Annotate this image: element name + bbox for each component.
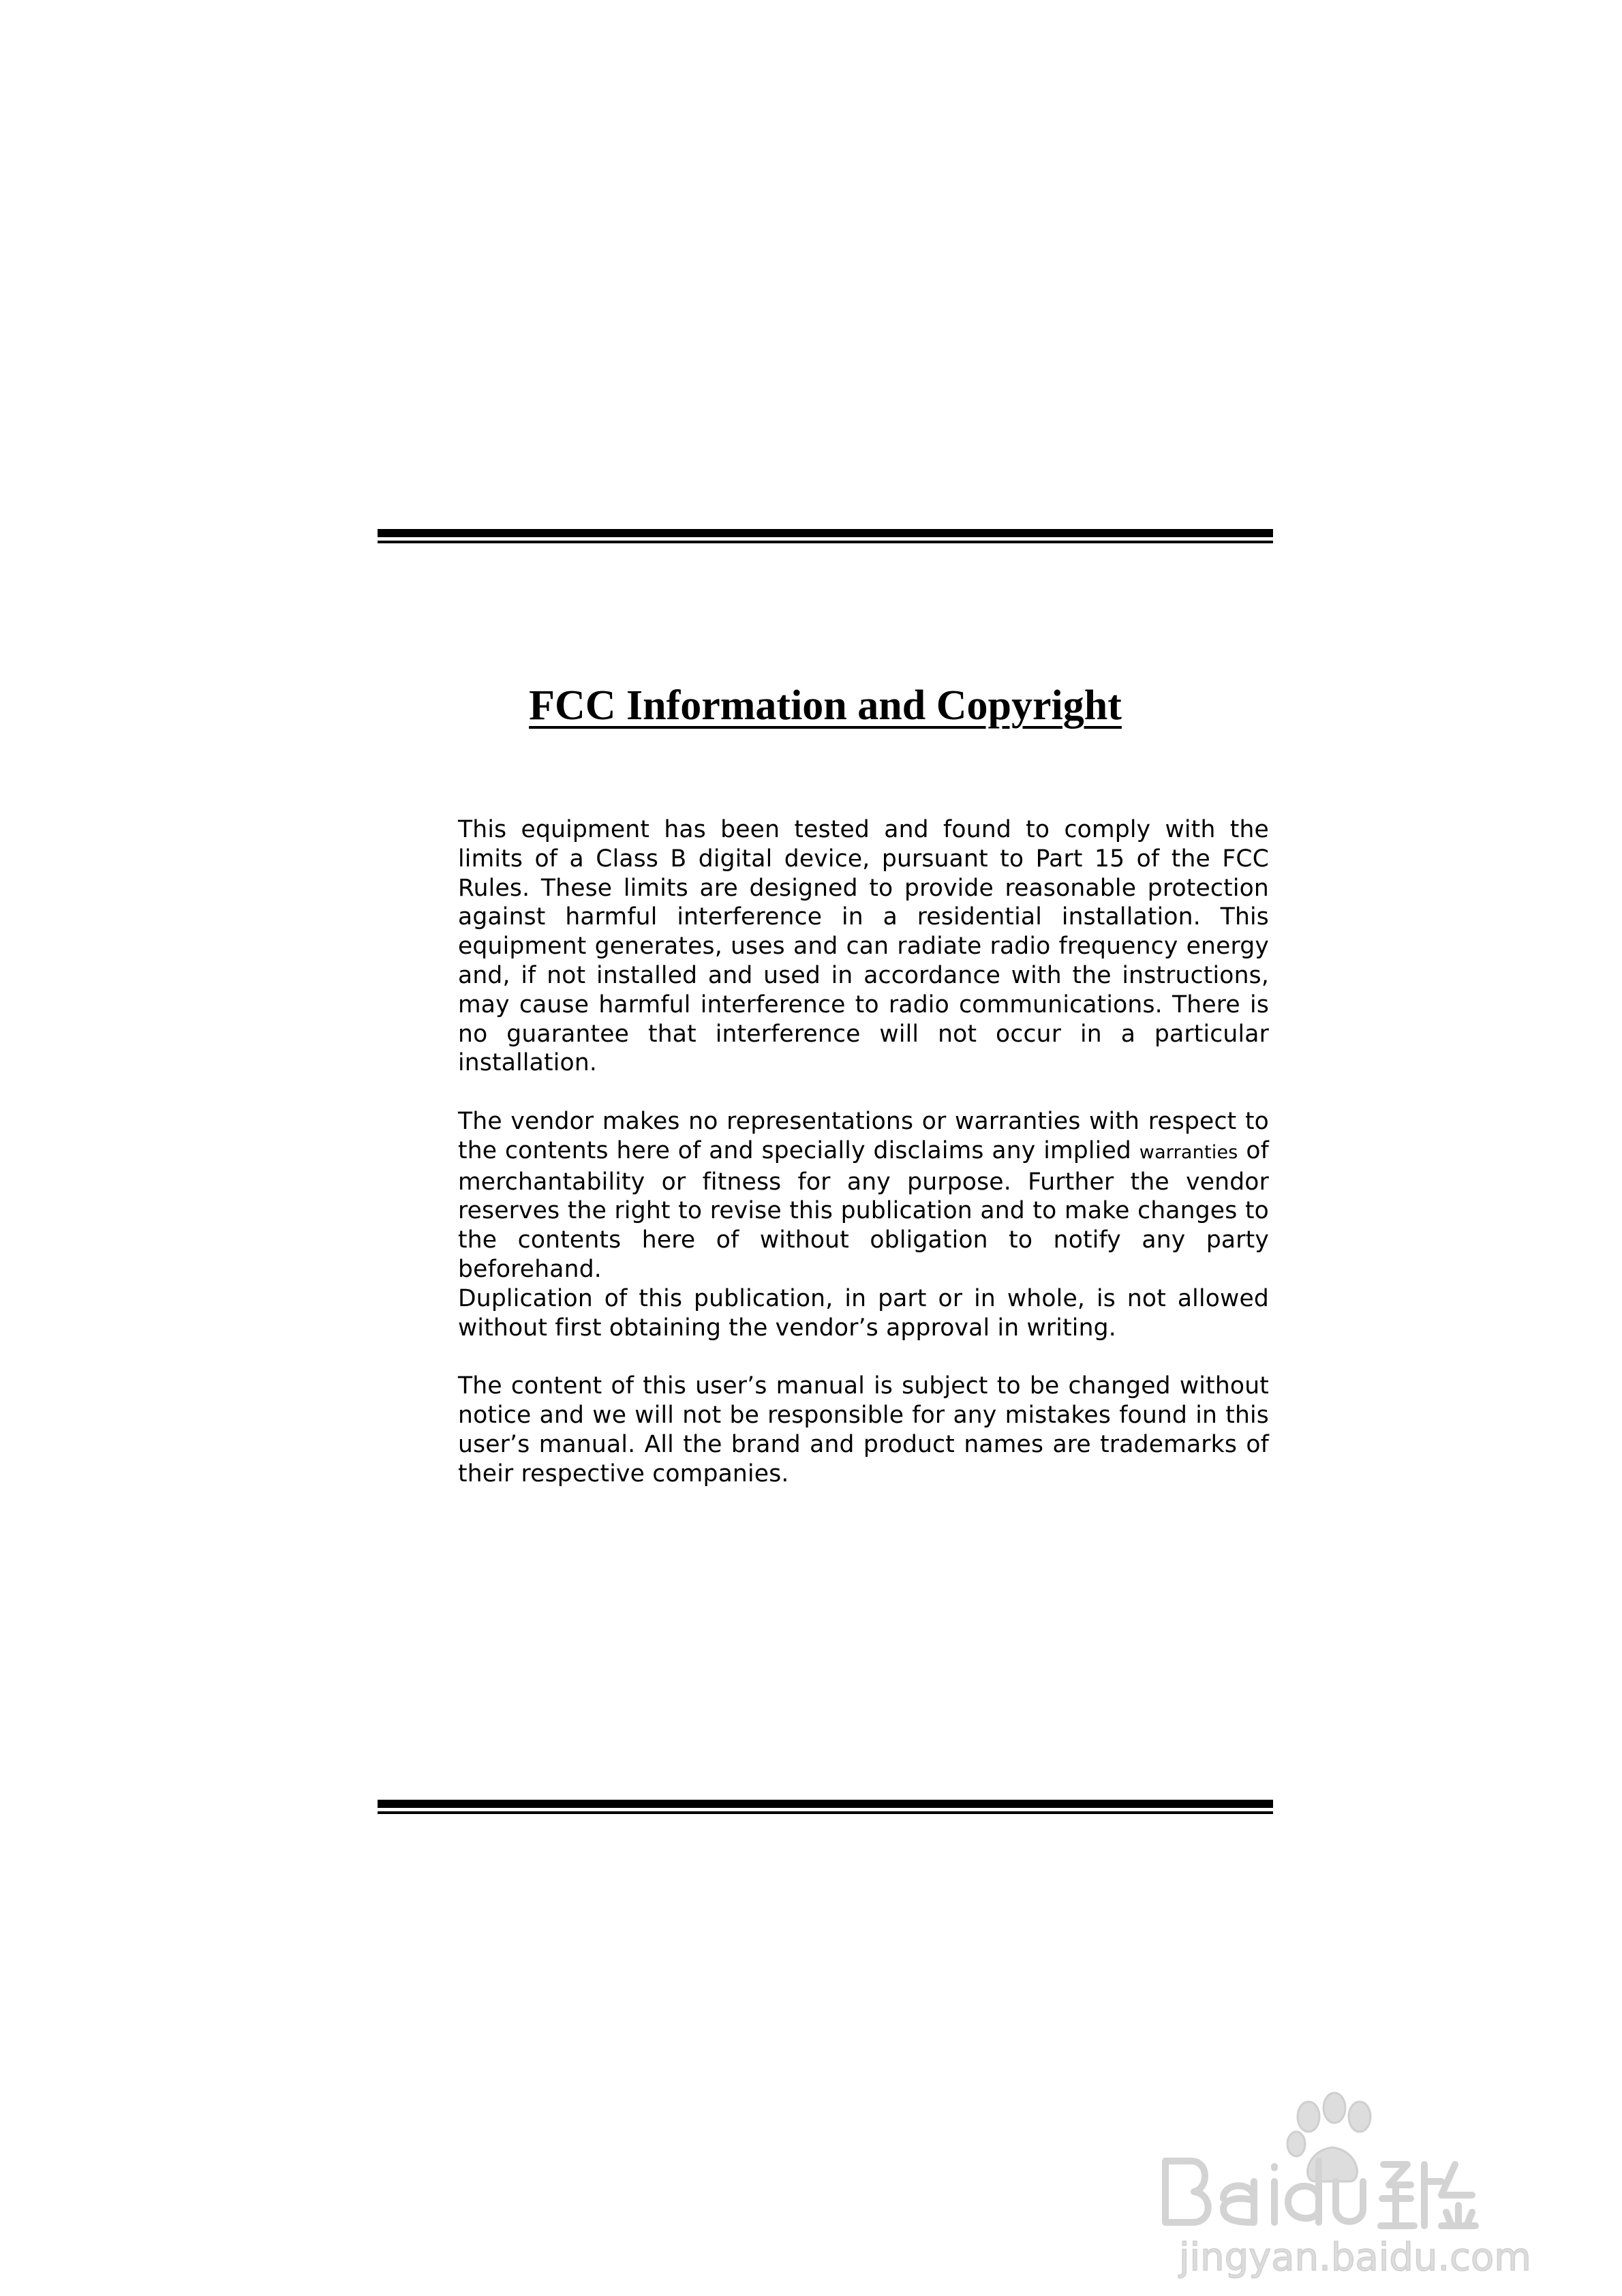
- paragraph-duplication: Duplication of this publication, in part or in whole, is not allowed without first obtaining the vendor’s approval in writing.: [458, 1284, 1269, 1342]
- warranty-text-end: of merchantability or fitness for any purpose. Further the vendor reserves the right to revise this publication and to make changes to the contents here of without obligation to notify any party beforehand.: [458, 1136, 1270, 1283]
- page-title-text: FCC Information and Copyright: [529, 682, 1122, 729]
- baidu-logo: [1165, 2161, 1475, 2226]
- page-title: [378, 678, 1273, 733]
- top-divider: [378, 529, 1273, 543]
- warranty-small-word: warranties: [1139, 1141, 1238, 1163]
- bottom-divider: [378, 1800, 1273, 1814]
- paw-icon: [1287, 2093, 1371, 2181]
- top-divider-thin: [378, 541, 1273, 543]
- top-divider-thick: [378, 529, 1273, 537]
- baidu-watermark: [1152, 2079, 1533, 2284]
- paragraph-manual-content: The content of this user’s manual is subject to be changed without notice and we will not be responsible for any mistakes found in this user’s manual. All the brand and product names are trademarks of their respective companies.: [458, 1372, 1269, 1487]
- paragraph-warranty: [458, 1107, 1269, 1284]
- bottom-divider-thick: [378, 1800, 1273, 1808]
- bottom-divider-thin: [378, 1811, 1273, 1814]
- warranty-text-start: The vendor makes no representations or warranties with respect to the contents here of and specially disclaims any implied: [458, 1107, 1269, 1164]
- paragraph-fcc-compliance: This equipment has been tested and found to comply with the limits of a Class B digital device, pursuant to Part 15 of the FCC Rules. These limits are designed to provide reasonable protection against harmful interference in a residential installation. This equipment generates, uses and can radiate radio frequency energy and, if not installed and used in accordance with the instructions, may cause harmful interference to radio communications. There is no guarantee that interference will not occur in a particular installation.: [458, 816, 1269, 1077]
- body-text: [458, 815, 1269, 1488]
- watermark-url: jingyan.baidu.com: [1179, 2235, 1531, 2280]
